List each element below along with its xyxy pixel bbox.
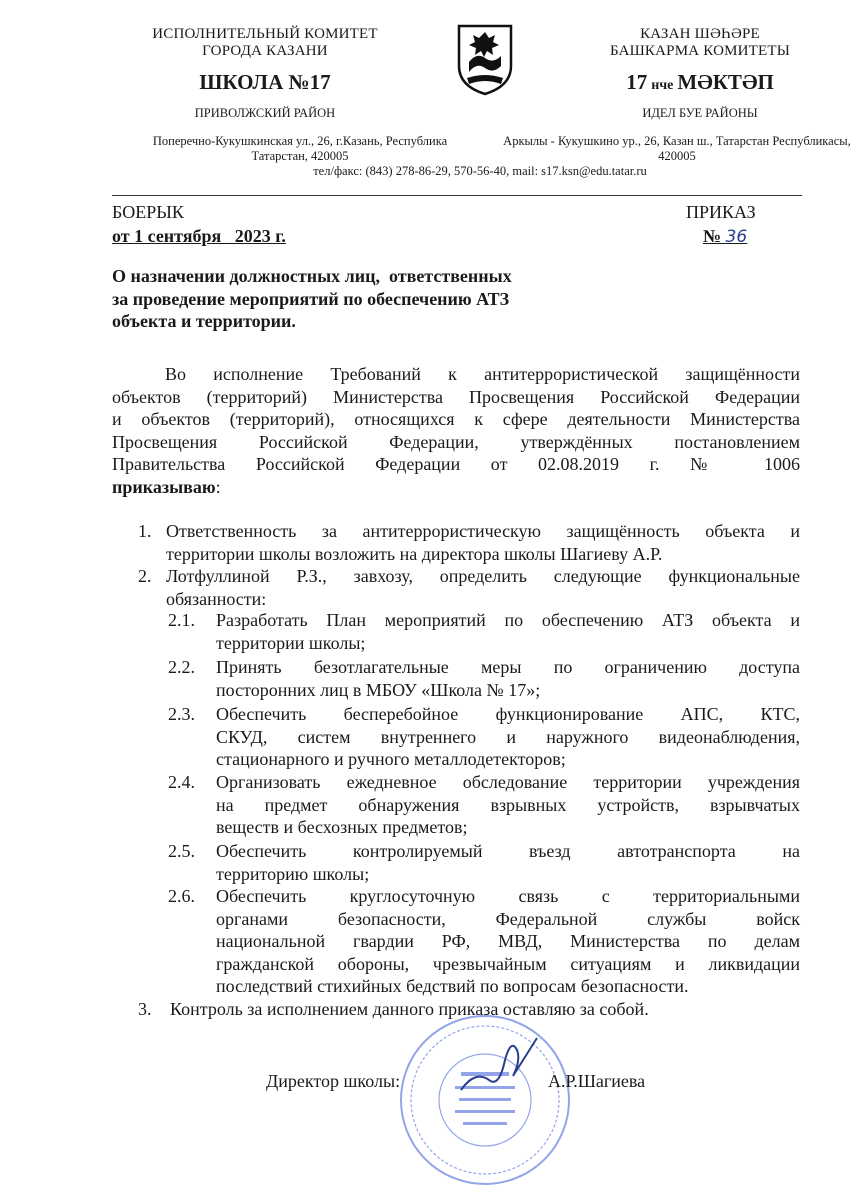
- signature-name: А.Р.Шагиева: [548, 1071, 646, 1091]
- sublist-item-number: 2.2.: [168, 657, 195, 677]
- list-item-text: [166, 520, 800, 565]
- list-item-line: Лотфуллиной Р.З., завхозу, определить следующие функциональные: [166, 566, 800, 586]
- sublist-item-number: 2.1.: [168, 610, 195, 630]
- intro-line2: объектов (территорий) Министерства Просвещения Российской Федерации: [112, 386, 800, 407]
- sublist-item-line: территории школы;: [216, 632, 366, 653]
- header-right-address-line1: Аркылы - Кукушкино ур., 26, Казан ш., Татарстан Республикасы,: [503, 134, 851, 148]
- header-right-district: ИДЕЛ БУЕ РАЙОНЫ: [642, 106, 758, 120]
- sublist-item-text: [216, 840, 800, 885]
- header-left-org-line2: ГОРОДА КАЗАНИ: [202, 43, 328, 59]
- doc-type-rus: ПРИКАЗ: [686, 202, 756, 222]
- list-item-number: 3.: [138, 999, 152, 1019]
- sublist-item-line: Принять безотлагательные меры по ограничению доступа: [216, 657, 800, 677]
- signature-scribble: [455, 1030, 545, 1100]
- intro-line1: Во исполнение Требований к антитеррористической защищённости: [165, 364, 800, 384]
- header-right-org: [585, 26, 815, 60]
- header-divider: [112, 195, 802, 196]
- sublist-item-line: национальной гвардии РФ, МВД, Министерства по делам: [216, 931, 800, 951]
- order-title-line1: О назначении должностных лиц, ответственных: [112, 266, 512, 286]
- order-title-line3: объекта и территории.: [112, 311, 296, 331]
- header-right-address-line2: 420005: [658, 149, 696, 163]
- sublist-item-text: [216, 771, 800, 839]
- sublist-item-number: 2.3.: [168, 704, 195, 724]
- signature-role: Директор школы:: [266, 1071, 401, 1091]
- intro-line4: Просвещения Российской Федерации, утверждённых постановлением: [112, 431, 800, 452]
- list-item-line: обязанности:: [166, 588, 267, 609]
- header-right-school-suffix: нче: [651, 78, 674, 93]
- doc-date: от 1 сентября 2023 г.: [112, 226, 286, 246]
- doc-number: [703, 225, 761, 248]
- sublist-item-text: [216, 656, 800, 701]
- doc-type-tat: БОЕРЫК: [112, 202, 184, 222]
- header-right-school-word: МӘКТӘП: [677, 70, 774, 94]
- sublist-item-line: веществ и бесхозных предметов;: [216, 817, 468, 837]
- order-title: [112, 265, 632, 333]
- header-right-org-line2: БАШКАРМА КОМИТЕТЫ: [609, 43, 791, 59]
- list-item-number: 2.: [138, 566, 152, 586]
- sublist-item-line: органами безопасности, Федеральной службы войск: [216, 908, 800, 929]
- sublist-item-number: 2.6.: [168, 886, 195, 906]
- sublist-item-text: [216, 703, 800, 771]
- sublist-item-line: Обеспечить круглосуточную связь с территориальными: [216, 886, 800, 906]
- sublist-item-line: Организовать ежедневное обследование территории учреждения: [216, 772, 800, 792]
- sublist-item-line: стационарного и ручного металлодетекторов;: [216, 749, 566, 769]
- list-item-line: Контроль за исполнением данного приказа оставляю за собой.: [170, 999, 649, 1019]
- sublist-item-text: [216, 609, 800, 654]
- sublist-item-line: СКУД, систем внутреннего и наружного видеонаблюдения,: [216, 726, 800, 747]
- intro-order-colon: :: [215, 476, 221, 497]
- intro-line3: и объектов (территорий), относящихся к сфере деятельности Министерства: [112, 409, 800, 429]
- sublist-item-line: гражданской обороны, чрезвычайным ситуациям и ликвидации: [216, 953, 800, 974]
- sublist-item-line: территорию школы;: [216, 863, 370, 884]
- sublist-item-line: посторонних лиц в МБОУ «Школа № 17»;: [216, 679, 541, 700]
- sublist-item-line: Разработать План мероприятий по обеспечению АТЗ объекта и: [216, 610, 800, 630]
- intro-order-line: [112, 476, 800, 499]
- header-left-address-line1: Поперечно-Кукушкинская ул., 26, г.Казань, Республика: [152, 134, 448, 148]
- header-right-school-num: 17: [626, 70, 648, 94]
- list-item-line: территории школы возложить на директора школы Шагиеву А.Р.: [166, 543, 663, 564]
- header-right-address: [492, 134, 862, 164]
- intro-paragraph: [112, 363, 800, 498]
- header-right-school: [585, 70, 815, 95]
- header-left-address-line2: Татарстан, 420005: [251, 149, 349, 163]
- header-left-school: ШКОЛА №17: [199, 70, 331, 94]
- header-contacts: тел/факс: (843) 278-86-29, 570-56-40, mail: s17.ksn@edu.tatar.ru: [313, 164, 647, 178]
- sublist-item-line: Обеспечить контролируемый въезд автотранспорта на: [216, 841, 800, 861]
- intro-order-word: приказываю: [112, 476, 216, 497]
- header-left-org: [120, 26, 410, 60]
- list-item-number: 1.: [138, 521, 152, 541]
- sublist-item-number: 2.5.: [168, 841, 195, 861]
- sublist-item-number: 2.4.: [168, 772, 195, 792]
- intro-line5: Правительства Российской Федерации от 02.08.2019 г. № 1006: [112, 454, 800, 474]
- sublist-item-line: Обеспечить бесперебойное функционирование АПС, КТС,: [216, 704, 800, 724]
- sublist-item-line: на предмет обнаружения взрывных устройств, взрывчатых: [216, 794, 800, 815]
- header-left-district: ПРИВОЛЖСКИЙ РАЙОН: [194, 106, 336, 120]
- header-right-org-line1: КАЗАН ШӘҺӘРЕ: [640, 26, 760, 42]
- sublist-item-line: последствий стихийных бедствий по вопросам безопасности.: [216, 976, 689, 996]
- list-item-text: [166, 565, 800, 610]
- doc-number-handwritten: 36: [725, 227, 748, 247]
- header-left-address: [120, 134, 480, 164]
- order-title-line2: за проведение мероприятий по обеспечению АТЗ: [112, 288, 510, 309]
- doc-number-label: №: [703, 226, 722, 246]
- coat-of-arms-emblem: [455, 22, 515, 96]
- header-left-org-line1: ИСПОЛНИТЕЛЬНЫЙ КОМИТЕТ: [152, 26, 378, 42]
- list-item-line: Ответственность за антитеррористическую защищённость объекта и: [166, 521, 800, 541]
- sublist-item-text: [216, 885, 800, 998]
